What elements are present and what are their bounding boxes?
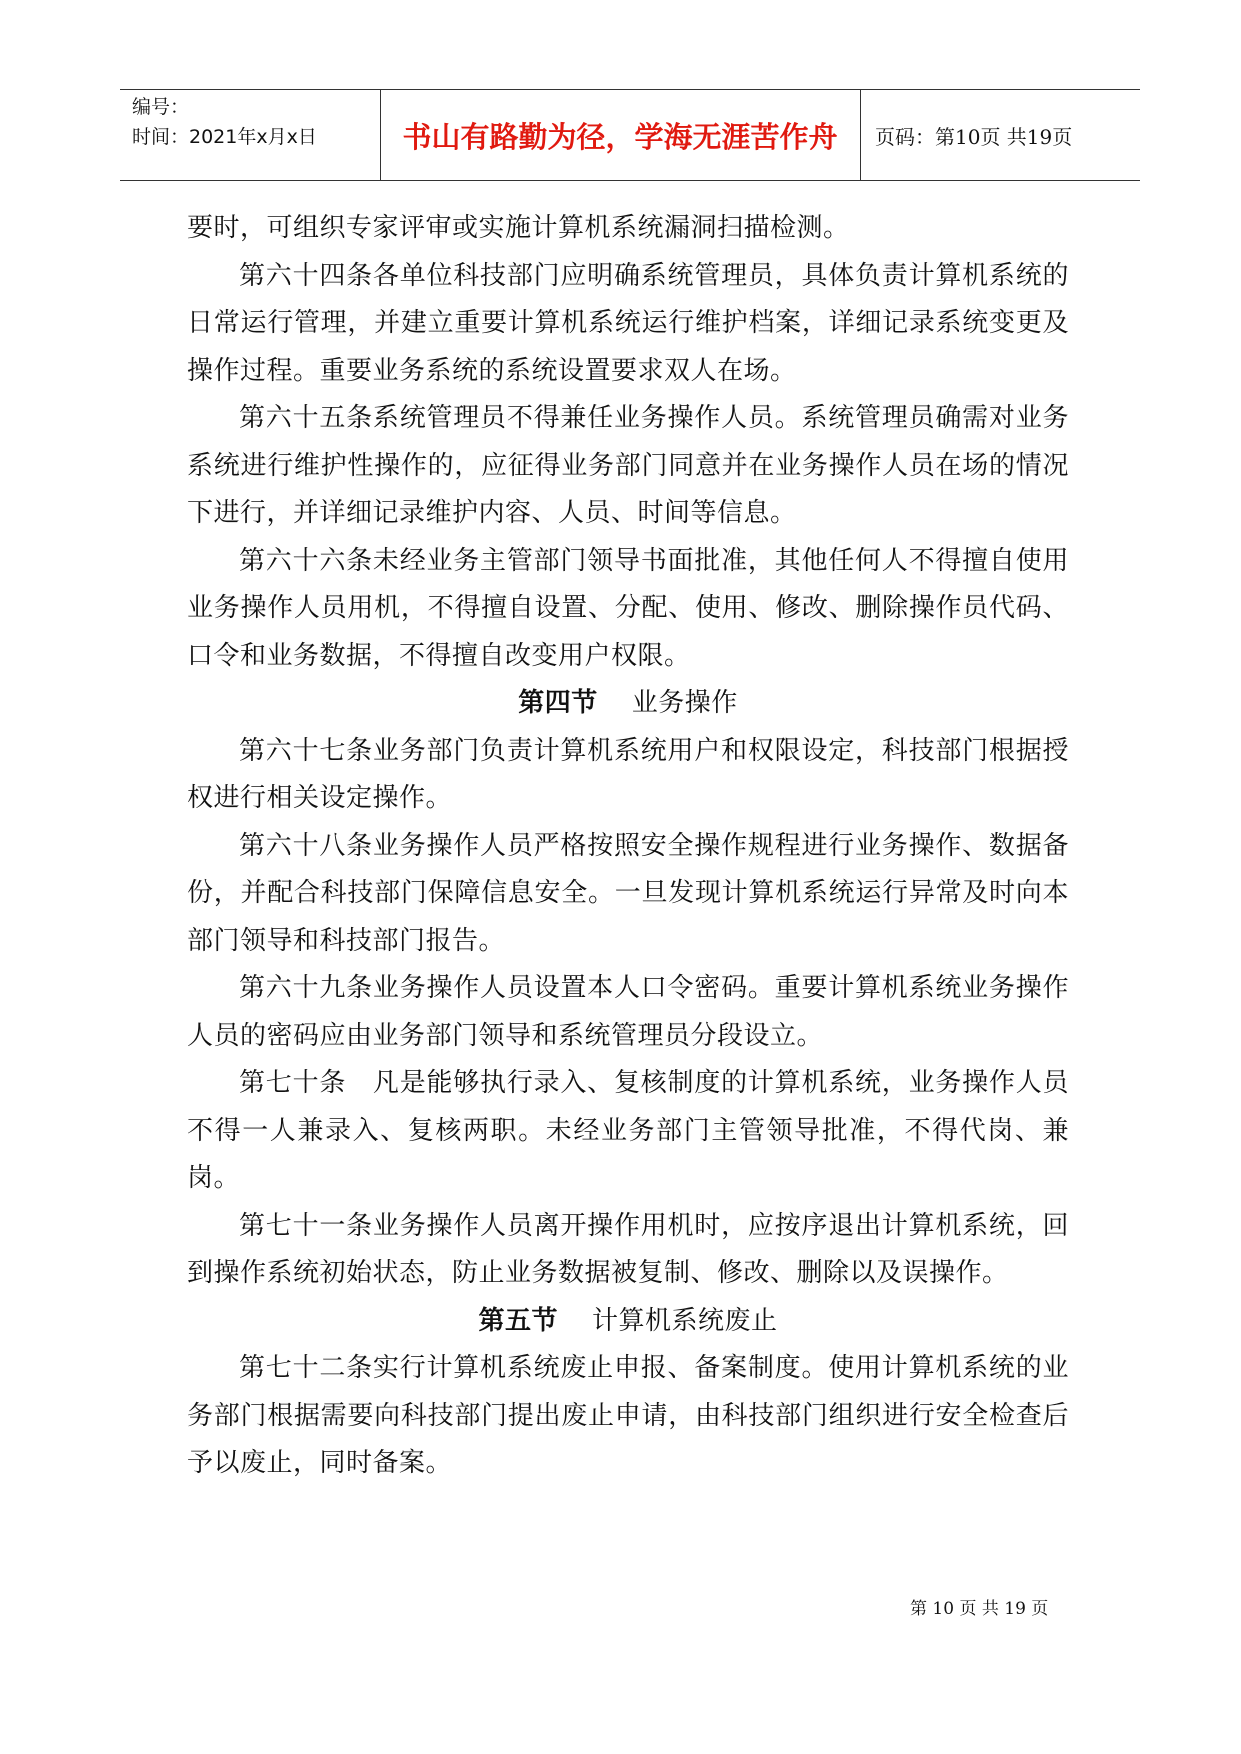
section-number: 第五节 [478,1305,558,1336]
document-body [187,205,1069,1488]
continued-paragraph: 要时，可组织专家评审或实施计算机系统漏洞扫描检测。 [187,213,850,243]
document-time-label: 时间：2021年x月x日 [132,126,317,148]
section-title: 业务操作 [631,688,738,718]
article-paragraph: 第六十九条业务操作人员设置本人口令密码。重要计算机系统业务操作人员的密码应由业务部门领导和系统管理员分段设立。 [187,973,1069,1051]
section-number: 第四节 [518,688,598,718]
article-paragraph: 第七十一条业务操作人员离开操作用机时，应按序退出计算机系统，回到操作系统初始状态，防止业务数据被复制、修改、删除以及误操作。 [187,1210,1069,1288]
section-title: 计算机系统废止 [592,1305,778,1336]
section-heading [187,1298,1069,1346]
section-heading [187,680,1069,728]
document-number-label: 编号： [132,96,190,118]
header-motto: 书山有路勤为径，学海无涯苦作舟 [402,119,838,154]
article-paragraph: 第六十六条未经业务主管部门领导书面批准，其他任何人不得擅自使用业务操作人员用机，不得擅自设置、分配、使用、修改、删除操作员代码、口令和业务数据，不得擅自改变用户权限。 [187,545,1069,671]
header-page-info: 页码：第10页 共19页 [875,124,1073,149]
article-paragraph: 第七十二条实行计算机系统废止申报、备案制度。使用计算机系统的业务部门根据需要向科技部门提出废止申请，由科技部门组织进行安全检查后予以废止，同时备案。 [187,1353,1069,1478]
article-paragraph: 第六十四条各单位科技部门应明确系统管理员，具体负责计算机系统的日常运行管理，并建立重要计算机系统运行维护档案，详细记录系统变更及操作过程。重要业务系统的系统设置要求双人在场。 [187,260,1069,386]
header-meta [132,92,377,152]
header-divider-right [860,90,861,180]
article-paragraph: 第六十七条业务部门负责计算机系统用户和权限设定，科技部门根据授权进行相关设定操作。 [187,735,1069,813]
document-header [120,89,1140,181]
article-paragraph: 第六十八条业务操作人员严格按照安全操作规程进行业务操作、数据备份，并配合科技部门保障信息安全。一旦发现计算机系统运行异常及时向本部门领导和科技部门报告。 [187,830,1069,956]
footer-page-number: 第 10 页 共 19 页 [910,1599,1049,1619]
article-paragraph: 第六十五条系统管理员不得兼任业务操作人员。系统管理员确需对业务系统进行维护性操作的，应征得业务部门同意并在业务操作人员在场的情况下进行，并详细记录维护内容、人员、时间等信息。 [187,403,1069,528]
article-paragraph: 第七十条 凡是能够执行录入、复核制度的计算机系统，业务操作人员不得一人兼录入、复核两职。未经业务部门主管领导批准，不得代岗、兼岗。 [187,1068,1069,1193]
